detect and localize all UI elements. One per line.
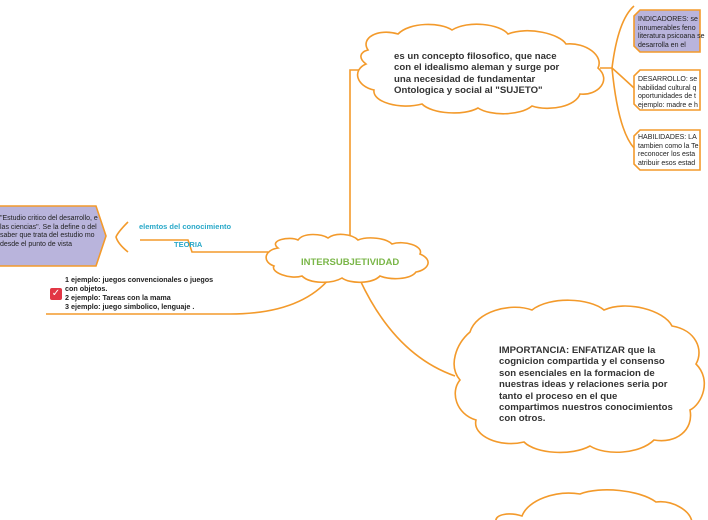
connector-theory-bracket <box>116 222 128 252</box>
connector-central-theory <box>140 240 268 252</box>
connector-concept-skills <box>612 68 634 148</box>
theory-text: "Estudio critico del desarrollo, e las ciencias". Se la define o del saber que trata del estudio mo desde el punto de vista <box>0 215 98 248</box>
example-line: 3 ejemplo: juego simbolico, lenguaje . <box>65 302 195 311</box>
bottom-cloud[interactable] <box>496 490 692 520</box>
connector-central-concept <box>350 70 362 240</box>
examples-block <box>65 275 240 311</box>
elements-label[interactable]: elemtos del conocimiento <box>139 222 232 231</box>
indicators-text: INDICADORES: se innumerables feno literatura psicoana se desarrolla en el <box>638 16 705 49</box>
skills-text: HABILIDADES: LA tambien como la Te reconocer los esta atribuir esos estad <box>638 134 699 167</box>
connector-concept-indicators <box>600 6 634 68</box>
development-text: DESARROLLO: se habilidad cultural q oportunidades de t ejemplo: madre e h <box>638 76 698 109</box>
theory-label[interactable]: TEORIA <box>174 240 203 249</box>
connector-concept-development <box>612 68 634 88</box>
checkbox-icon[interactable]: ✓ <box>51 288 61 299</box>
example-line: 1 ejemplo: juegos convencionales o juegos <box>65 275 214 284</box>
importance-text: IMPORTANCIA: ENFATIZAR que la cognicion compartida y el consenso son esenciales en la formacion de nuestras ideas y relaciones seria por tanto el proceso en el que compartimos nuestros conocimientos con otros. <box>499 345 673 425</box>
example-line: 2 ejemplo: Tareas con la mama <box>65 293 171 302</box>
example-line: con objetos. <box>65 284 108 293</box>
central-label[interactable]: INTERSUBJETIVIDAD <box>301 257 400 268</box>
connector-central-importance <box>360 280 455 376</box>
concept-text: es un concepto filosofico, que nace con el idealismo aleman y surge por una necesidad de fundamentar Ontologica y social al "SUJETO" <box>394 51 560 97</box>
